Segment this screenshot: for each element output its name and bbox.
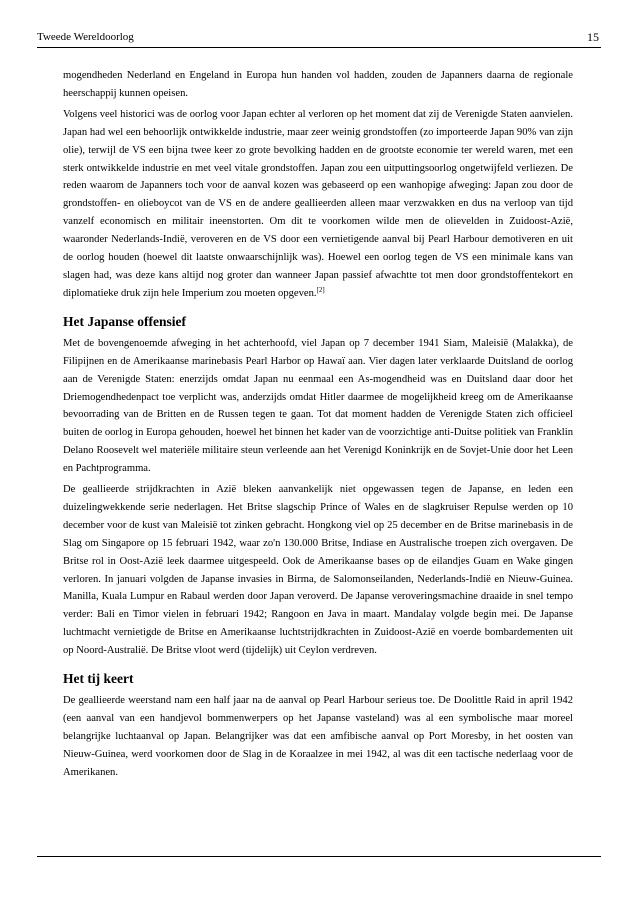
- page-content: [63, 67, 573, 785]
- page-number: 15: [587, 30, 599, 44]
- paragraph: mogendheden Nederland en Engeland in Europa hun handen vol hadden, zouden de Japanners daarna de regionale heerschappij kunnen opeisen.: [63, 70, 573, 99]
- running-title: Tweede Wereldoorlog: [37, 31, 134, 43]
- footer-rule: [37, 856, 601, 857]
- header-rule: [37, 47, 601, 48]
- paragraph-with-reference: [63, 106, 573, 303]
- footnote-reference-link[interactable]: [2]: [316, 285, 325, 294]
- paragraph: Met de bovengenoemde afweging in het achterhoofd, viel Japan op 7 december 1941 Siam, Maleisië (Malakka), de Filipijnen en de Amerikaanse marinebasis Pearl Harbor op Hawaï aan. Vier dagen later verklaarde Duitsland de oorlog aan de Verenigde Staten: enerzijds omdat Japan nu eenmaal een As-mogendheid was en Duitsland daar door het Driemogendhedenpact toe verplicht was, anderzijds omdat Hitler daarmee de mogelijkheid kreeg om de Amerikaanse bevoorrading van de Britten en de Russen tegen te gaan. Tot dat moment hadden de Verenigde Staten zich officieel buiten de oorlog in Europa gehouden, hoewel het binnen het kader van de voorzichtige anti-Duitse politiek van Franklin Delano Roosevelt wel materiële militaire steun verleende aan het Verenigd Koninkrijk en de Sovjet-Unie door het Leen en Pachtprogramma.: [63, 337, 573, 475]
- section-heading: Het tij keert: [63, 671, 134, 687]
- paragraph: De geallieerde strijdkrachten in Azië bleken aanvankelijk niet opgewassen tegen de Japanse, en leden een duizelingwekkende serie nederlagen. Het Britse slagschip Prince of Wales en de slagkruiser Repulse werden op 10 december voor de kust van Maleisië tot zinken gebracht. Hongkong viel op 25 december en de Britse marinebasis in de Slag om Singapore op 15 februari 1942, waar zo'n 130.000 Britse, Indiase en Australische troepen zich overgaven. De Britse rol in Oost-Azië leek daarmee uitgespeeld. Ook de Amerikaanse bases op de eilandjes Guam en Wake gingen verloren. In januari volgden de Japanse invasies in Birma, de Salomonseilanden, Nederlands-Indië en Nieuw-Guinea. Manilla, Kuala Lumpur en Rabaul werden door Japan veroverd. De Japanse veroveringsmachine draaide in snel tempo verder: Bali en Timor vielen in februari 1942; Rangoon en Java in maart. Mandalay volgde begin mei. De Japanse luchtmacht vernietigde de Britse en Amerikaanse luchtstrijdkrachten in Zuidoost-Azië en voerde bombardementen uit op Noord-Australië. De Britse vloot werd (tijdelijk) uit Ceylon verdreven.: [63, 484, 573, 657]
- paragraph: De geallieerde weerstand nam een half jaar na de aanval op Pearl Harbour serieus toe. De Doolittle Raid in april 1942 (een aanval van een handjevol bommenwerpers op het Japanse vasteland) was al een symbolische maar moreel belangrijke luchtaanval op Japan. Belangrijker was dat een amfibische aanval op Port Moresby, in het oosten van Nieuw-Guinea, werd voorkomen door de Slag in de Koraalzee in mei 1942, al was dit een tactische nederlaag voor de Amerikanen.: [63, 695, 573, 778]
- paragraph-text: Volgens veel historici was de oorlog voor Japan echter al verloren op het moment dat zij de Verenigde Staten aanvielen. Japan had wel een behoorlijk ontwikkelde industrie, maar zeer weinig grondstoffen (zo importeerde Japan 90% van zijn olie), terwijl de VS een bijna twee keer zo grote bevolking hadden en de grootste economie ter wereld waren, met een sterk ontwikkelde industrie en met veel vitale grondstoffen. Japan zou een uitputtingsoorlog ongetwijfeld verliezen. De reden waarom de Japanners toch voor de aanval kozen was gebaseerd op een wanhopige afweging: Japan zou door de grondstoffen- en olieboycot van de VS en de andere geallieerden alleen maar verzwakken en dus na verloop van tijd vanzelf economisch en militair ineenstorten. Om dit te voorkomen wilde men de olievelden in Zuidoost-Azië, waaronder Nederlands-Indië, veroveren en de VS door een vernietigende aanval bij Pearl Harbour demotiveren en uit de oorlog houden (hoewel dit laatste onwaarschijnlijk was). Hoewel een oorlog tegen de VS een minimale kans van slagen had, was deze kans altijd nog groter dan wanneer Japan passief afwachtte tot men door grondstoffentekort en diplomatieke druk zijn hele Imperium zou moeten opgeven.: [63, 108, 573, 299]
- section-heading: Het Japanse offensief: [63, 313, 186, 329]
